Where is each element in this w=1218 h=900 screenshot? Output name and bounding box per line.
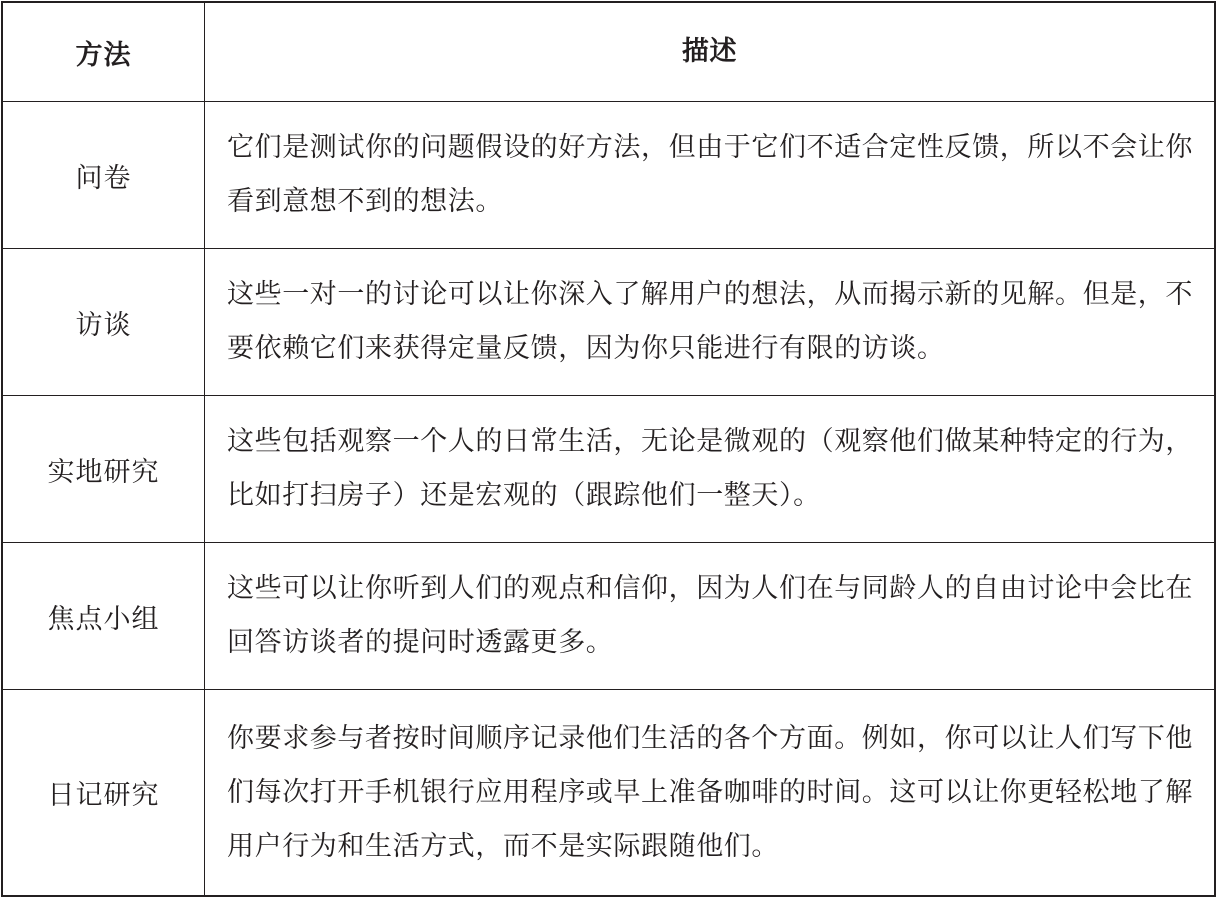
method-cell: 实地研究 bbox=[3, 396, 205, 542]
description-cell: 它们是测试你的问题假设的好方法，但由于它们不适合定性反馈，所以不会让你看到意想不到的想法。 bbox=[227, 132, 1193, 217]
description-cell: 这些一对一的讨论可以让你深入了解用户的想法，从而揭示新的见解。但是，不要依赖它们来获得定量反馈，因为你只能进行有限的访谈。 bbox=[227, 279, 1193, 364]
method-cell: 日记研究 bbox=[3, 690, 205, 895]
description-cell: 这些包括观察一个人的日常生活，无论是微观的（观察他们做某种特定的行为，比如打扫房子）还是宏观的（跟踪他们一整天）。 bbox=[227, 426, 1193, 511]
description-cell: 你要求参与者按时间顺序记录他们生活的各个方面。例如，你可以让人们写下他们每次打开手机银行应用程序或早上准备咖啡的时间。这可以让你更轻松地了解用户行为和生活方式，而不是实际跟随他们。 bbox=[227, 722, 1193, 862]
table-row bbox=[3, 690, 1214, 895]
table-row bbox=[3, 396, 1214, 543]
header-method: 方法 bbox=[3, 3, 205, 101]
table-row bbox=[3, 102, 1214, 249]
header-description: 描述 bbox=[681, 36, 738, 67]
table-header-row bbox=[3, 3, 1214, 102]
description-cell: 这些可以让你听到人们的观点和信仰，因为人们在与同龄人的自由讨论中会比在回答访谈者的提问时透露更多。 bbox=[227, 573, 1193, 658]
method-cell: 问卷 bbox=[3, 102, 205, 248]
table-row bbox=[3, 249, 1214, 396]
method-cell: 焦点小组 bbox=[3, 543, 205, 689]
table-row bbox=[3, 543, 1214, 690]
method-cell: 访谈 bbox=[3, 249, 205, 395]
research-methods-table bbox=[1, 1, 1216, 897]
